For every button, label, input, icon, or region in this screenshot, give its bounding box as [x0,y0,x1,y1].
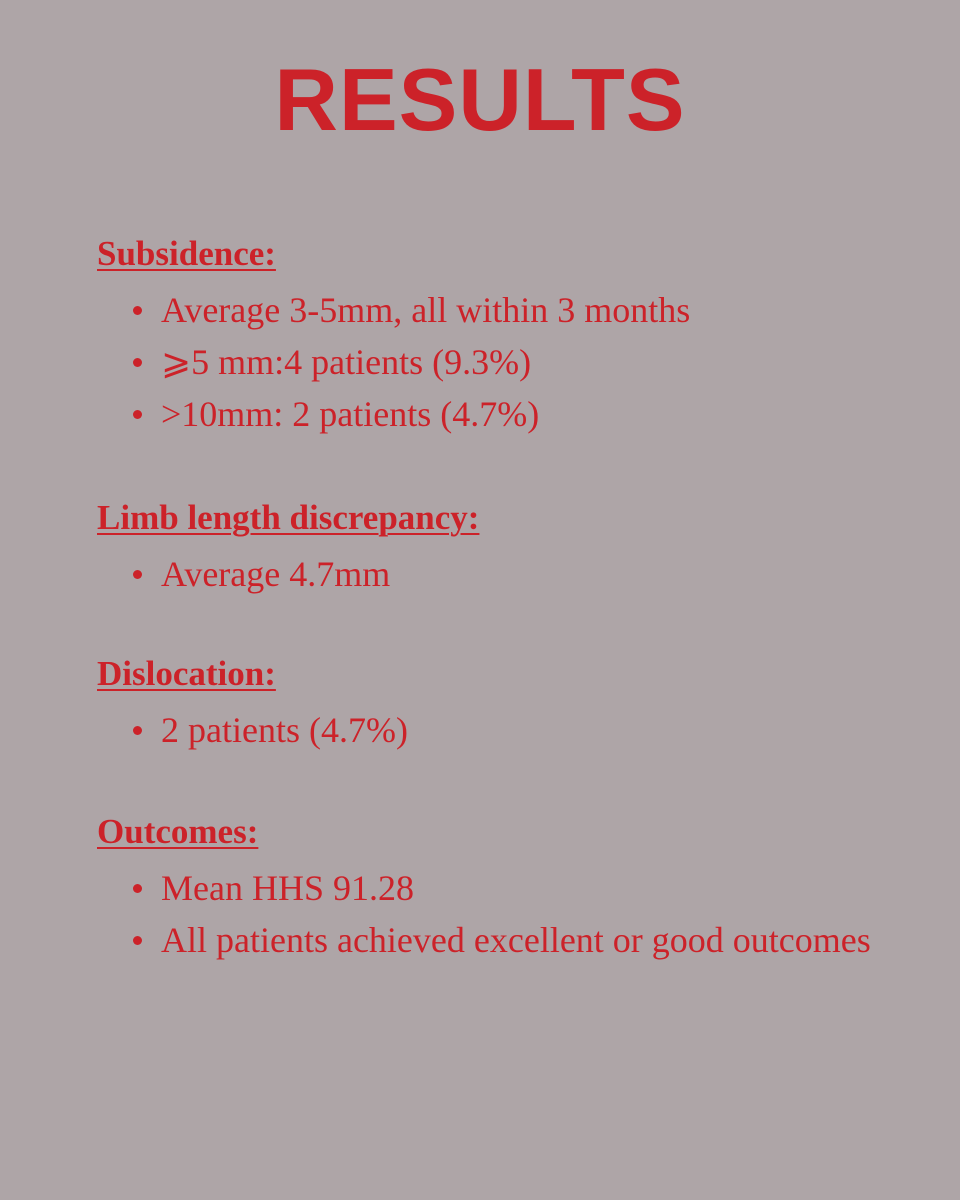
bullet-dot-icon [133,358,142,367]
bullet-text: Mean HHS 91.28 [161,868,414,908]
bullet-text: >10mm: 2 patients (4.7%) [161,394,540,434]
bullet-list-outcomes [97,862,877,966]
bullet-dot-icon [133,936,142,945]
bullet-text: Average 4.7mm [161,554,391,594]
section-dislocation [97,652,877,756]
list-item [97,336,877,388]
section-heading-subsidence: Subsidence: [97,234,276,273]
bullet-dot-icon [133,884,142,893]
list-item [97,704,877,756]
bullet-text: ⩾5 mm:4 patients (9.3%) [161,342,532,382]
list-item [97,914,877,966]
bullet-list-dislocation [97,704,877,756]
section-heading-outcomes: Outcomes: [97,812,259,851]
bullet-list-limb-length-discrepancy [97,548,877,600]
section-subsidence [97,232,877,440]
section-heading-dislocation: Dislocation: [97,654,276,693]
bullet-text: Average 3-5mm, all within 3 months [161,290,691,330]
list-item [97,388,877,440]
bullet-text: All patients achieved excellent or good outcomes [161,920,871,960]
bullet-dot-icon [133,306,142,315]
section-outcomes [97,810,877,966]
page-title: RESULTS [274,50,686,149]
section-limb-length-discrepancy [97,496,877,600]
bullet-text: 2 patients (4.7%) [161,710,408,750]
bullet-list-subsidence [97,284,877,440]
list-item [97,548,877,600]
section-heading-limb-length-discrepancy: Limb length discrepancy: [97,498,480,537]
list-item [97,284,877,336]
list-item [97,862,877,914]
bullet-dot-icon [133,410,142,419]
bullet-dot-icon [133,570,142,579]
bullet-dot-icon [133,726,142,735]
